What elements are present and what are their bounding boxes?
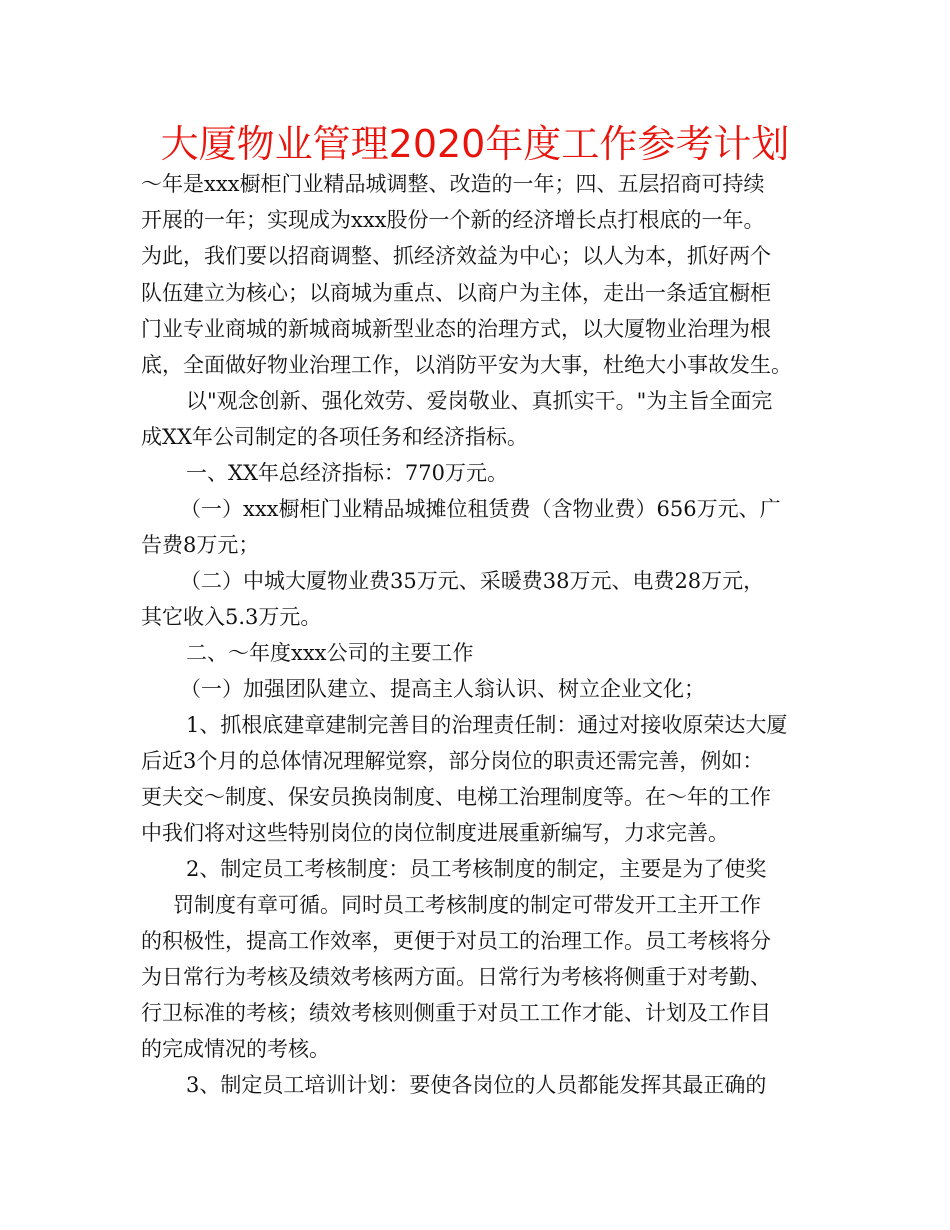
paragraph-line: 1、抓根底建章建制完善目的治理责任制：通过对接收原荣达大厦 bbox=[186, 713, 788, 737]
paragraph-line: 后近3个月的总体情况理解觉察，部分岗位的职责还需完善，例如： bbox=[141, 749, 764, 773]
section-heading: 二、～年度xxx公司的主要工作 bbox=[186, 641, 474, 665]
paragraph-line: 告费8万元； bbox=[141, 533, 260, 557]
paragraph-line: 为此，我们要以招商调整、抓经济效益为中心；以人为本，抓好两个 bbox=[141, 244, 771, 268]
paragraph-line: （一）xxx橱柜门业精品城摊位租赁费（含物业费）656万元、广 bbox=[180, 497, 781, 521]
paragraph-line: 的积极性，提高工作效率，更便于对员工的治理工作。员工考核将分 bbox=[141, 929, 771, 953]
paragraph-line: 的完成情况的考核。 bbox=[141, 1037, 330, 1061]
paragraph-line: 2、制定员工考核制度：员工考核制度的制定，主要是为了使奖 bbox=[186, 857, 767, 881]
paragraph-line: 罚制度有章可循。同时员工考核制度的制定可带发开工主开工作 bbox=[173, 893, 761, 917]
section-heading: 一、XX年总经济指标：770万元。 bbox=[186, 461, 508, 485]
paragraph-line: 为日常行为考核及绩效考核两方面。日常行为考核将侧重于对考勤、 bbox=[141, 965, 771, 989]
paragraph-line: 其它收入5.3万元。 bbox=[141, 605, 322, 629]
paragraph-line: 成XX年公司制定的各项任务和经济指标。 bbox=[141, 425, 528, 449]
paragraph-line: （二）中城大厦物业费35万元、采暖费38万元、电费28万元， bbox=[180, 569, 765, 593]
paragraph-line: 中我们将对这些特别岗位的岗位制度进展重新编写，力求完善。 bbox=[141, 821, 729, 845]
document-title: 大厦物业管理2020年度工作参考计划 bbox=[160, 122, 790, 166]
paragraph-line: 更夫交～制度、保安员换岗制度、电梯工治理制度等。在～年的工作 bbox=[141, 785, 771, 809]
paragraph-line: 以"观念创新、强化效劳、爱岗敬业、真抓实干。"为主旨全面完 bbox=[186, 389, 773, 413]
paragraph-line: 3、制定员工培训计划：要使各岗位的人员都能发挥其最正确的 bbox=[186, 1073, 767, 1097]
paragraph-line: 底，全面做好物业治理工作，以消防平安为大事，杜绝大小事故发生。 bbox=[141, 353, 792, 377]
subsection-heading: （一）加强团队建立、提高主人翁认识、树立企业文化； bbox=[180, 677, 705, 701]
paragraph-line: ～年是xxx橱柜门业精品城调整、改造的一年；四、五层招商可持续 bbox=[141, 172, 765, 196]
paragraph-line: 开展的一年；实现成为xxx股份一个新的经济增长点打根底的一年。 bbox=[141, 208, 765, 232]
paragraph-line: 队伍建立为核心；以商城为重点、以商户为主体，走出一条适宜橱柜 bbox=[141, 281, 771, 305]
paragraph-line: 门业专业商城的新城商城新型业态的治理方式，以大厦物业治理为根 bbox=[141, 317, 771, 341]
paragraph-line: 行卫标准的考核；绩效考核则侧重于对员工工作才能、计划及工作目 bbox=[141, 1001, 771, 1025]
